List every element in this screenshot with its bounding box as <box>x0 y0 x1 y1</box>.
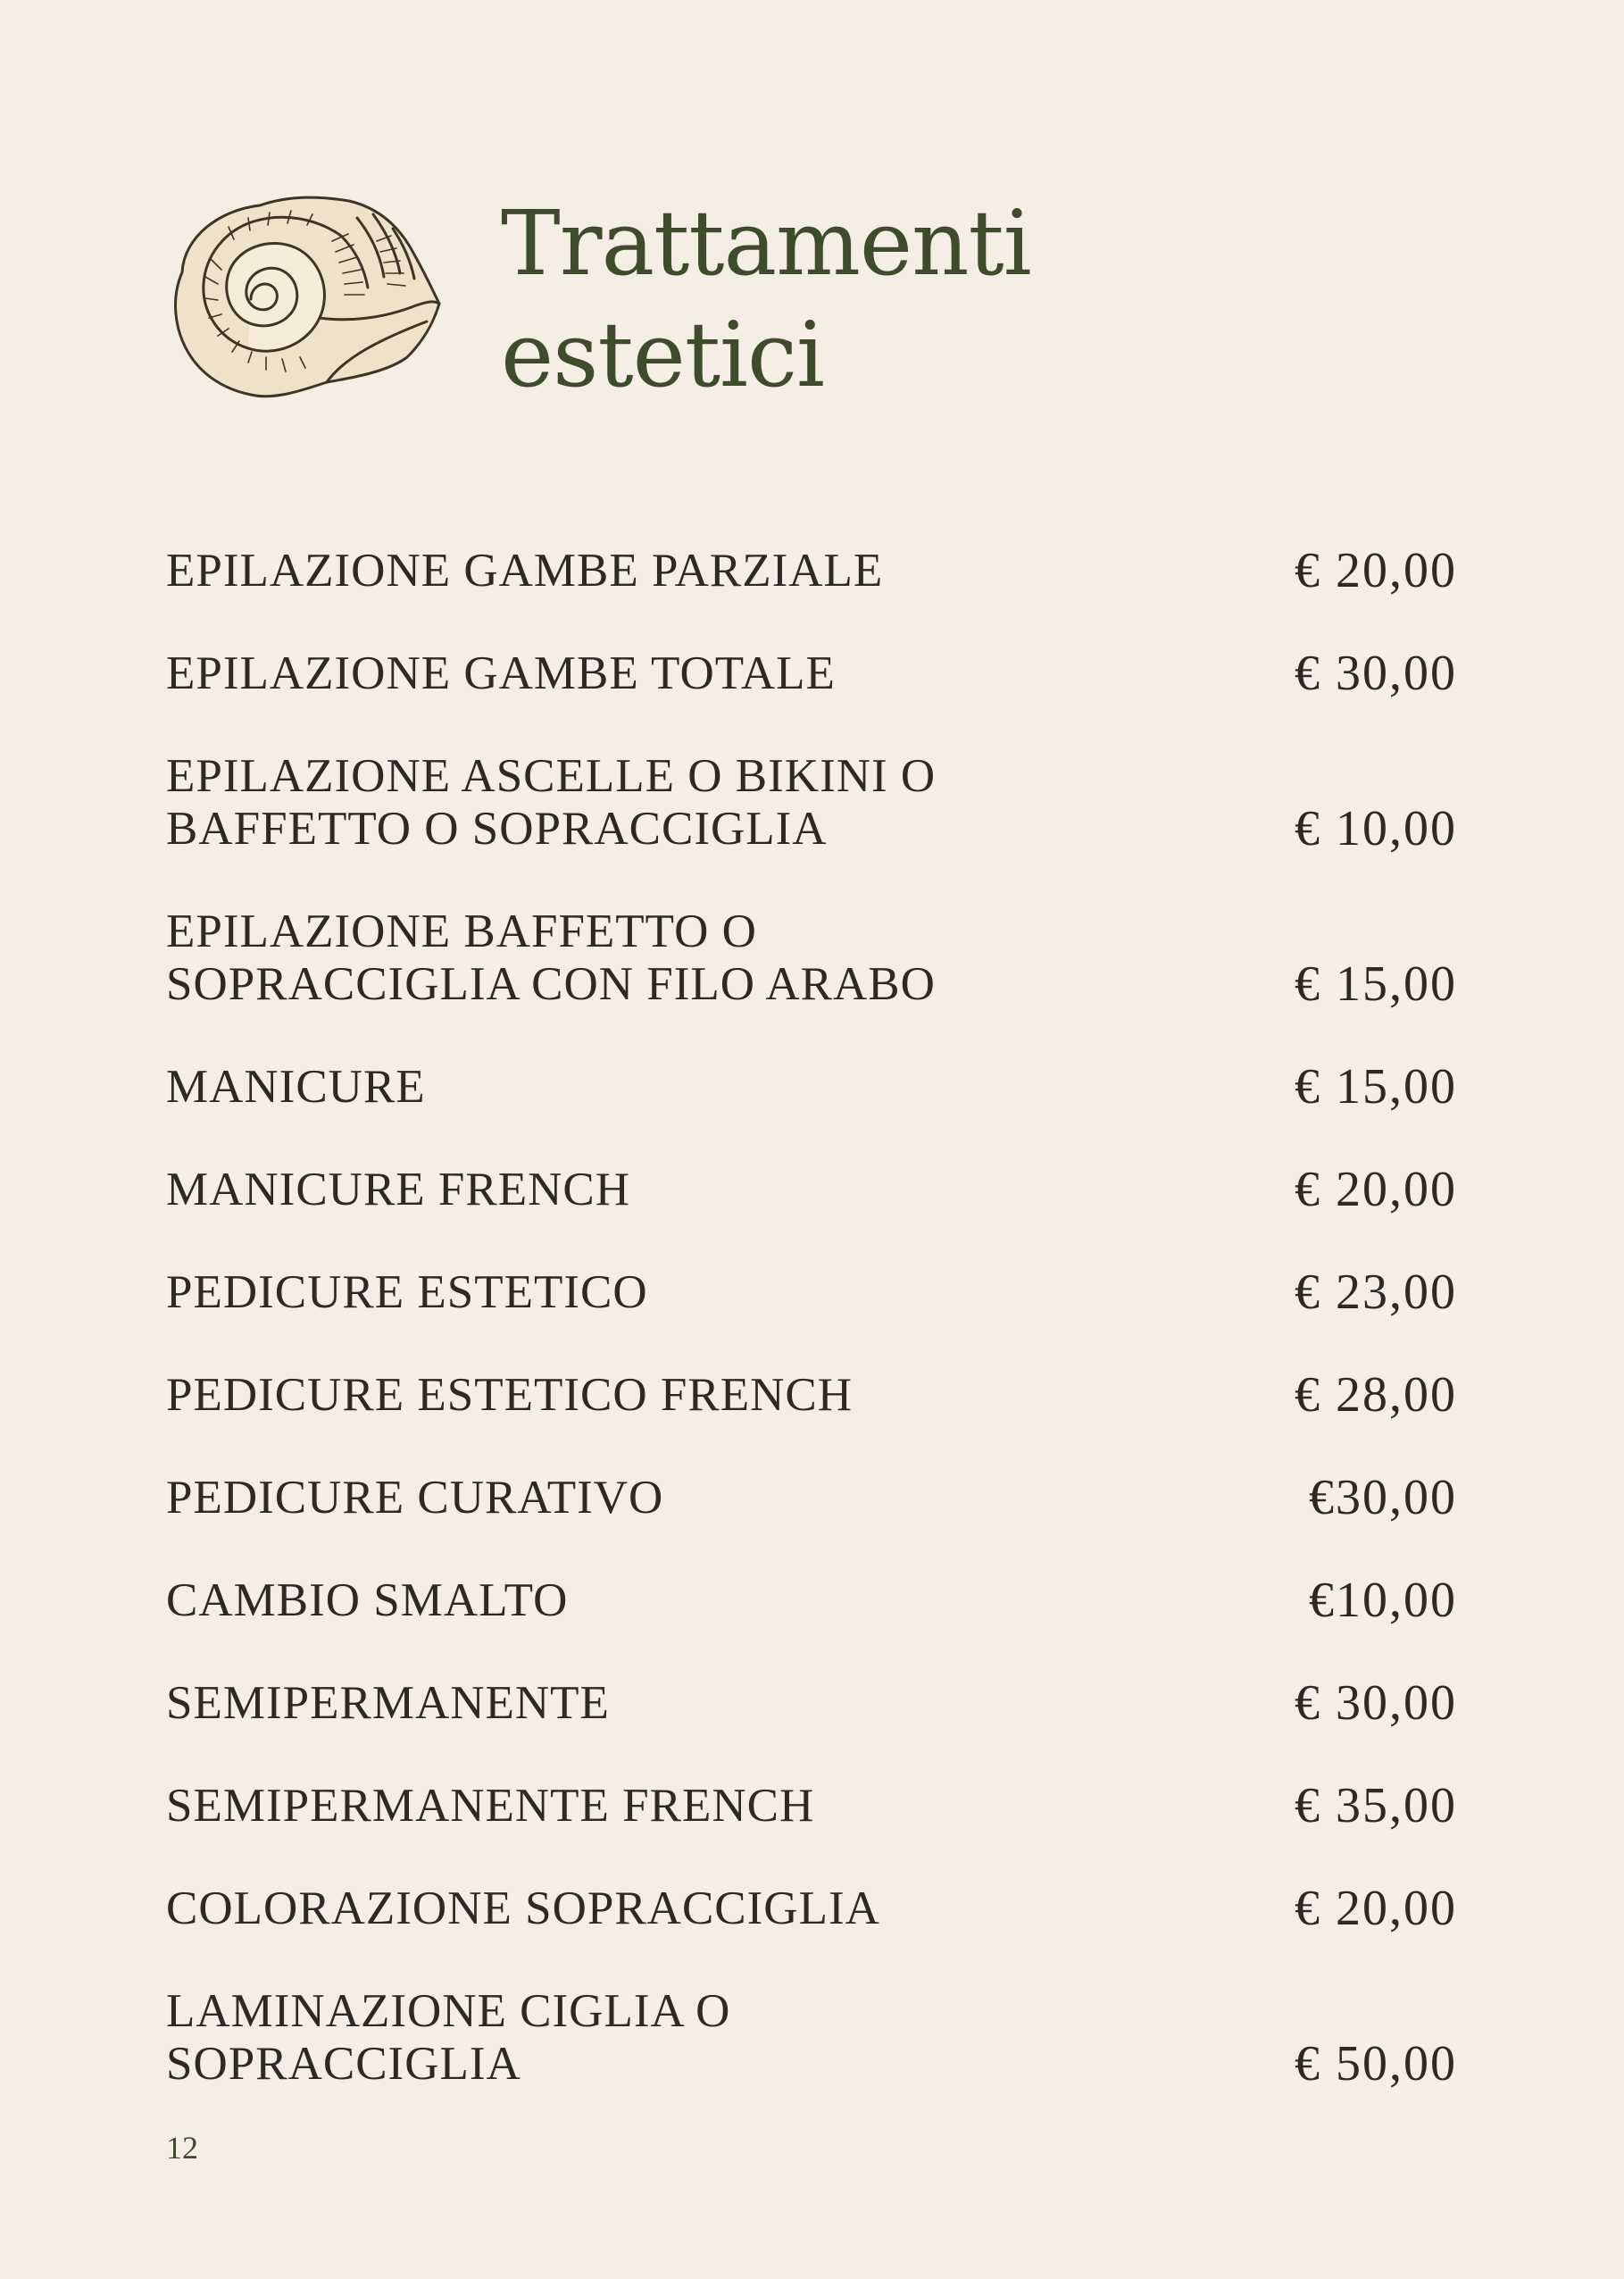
list-item <box>166 1061 1457 1114</box>
list-item <box>166 1882 1457 1935</box>
treatment-name: EPILAZIONE GAMBE TOTALE <box>166 647 836 699</box>
treatment-name: MANICURE FRENCH <box>166 1164 631 1215</box>
page-title <box>501 188 1031 411</box>
treatment-price: € 20,00 <box>1295 1881 1457 1936</box>
treatment-name: LAMINAZIONE CIGLIA O SOPRACCIGLIA <box>166 1985 731 2090</box>
list-item <box>166 1472 1457 1524</box>
list-item <box>166 906 1457 1011</box>
treatment-price: € 15,00 <box>1295 956 1457 1012</box>
treatment-price: € 10,00 <box>1295 801 1457 856</box>
treatment-name: EPILAZIONE GAMBE PARZIALE <box>166 545 884 597</box>
treatment-price: € 35,00 <box>1295 1778 1457 1833</box>
page-number: 12 <box>166 2130 198 2166</box>
treatment-name: SEMIPERMANENTE <box>166 1677 610 1729</box>
list-item <box>166 1164 1457 1216</box>
seashell-icon <box>166 188 443 406</box>
title-line-1: Trattamenti <box>501 191 1031 296</box>
list-item <box>166 1369 1457 1422</box>
treatment-price: € 20,00 <box>1295 1162 1457 1217</box>
treatment-name: PEDICURE CURATIVO <box>166 1472 664 1524</box>
treatment-name: CAMBIO SMALTO <box>166 1574 569 1626</box>
treatment-name: COLORAZIONE SOPRACCIGLIA <box>166 1882 880 1934</box>
treatment-name: EPILAZIONE ASCELLE O BIKINI O BAFFETTO O SOPRACCIGLIA <box>166 750 937 855</box>
treatment-price: € 30,00 <box>1295 1675 1457 1731</box>
title-line-2: estetici <box>501 303 825 407</box>
list-item <box>166 647 1457 700</box>
treatment-price: € 15,00 <box>1295 1059 1457 1114</box>
treatment-price: € 23,00 <box>1295 1265 1457 1320</box>
treatment-price: € 28,00 <box>1295 1367 1457 1423</box>
list-item <box>166 1574 1457 1627</box>
list-item <box>166 1266 1457 1319</box>
treatment-price: € 50,00 <box>1295 2036 1457 2091</box>
list-item <box>166 750 1457 856</box>
list-item <box>166 1780 1457 1832</box>
treatment-name: PEDICURE ESTETICO <box>166 1266 648 1318</box>
treatment-price: €10,00 <box>1309 1573 1457 1628</box>
list-item <box>166 1677 1457 1730</box>
list-item <box>166 545 1457 597</box>
treatment-name: SEMIPERMANENTE FRENCH <box>166 1780 815 1832</box>
treatment-name: MANICURE <box>166 1061 426 1113</box>
page-header <box>166 188 1059 411</box>
treatment-price-list <box>166 545 1457 2141</box>
treatment-price: € 30,00 <box>1295 646 1457 701</box>
treatment-price: € 20,00 <box>1295 543 1457 598</box>
treatment-name: PEDICURE ESTETICO FRENCH <box>166 1369 853 1421</box>
treatment-name: EPILAZIONE BAFFETTO O SOPRACCIGLIA CON FILO ARABO <box>166 906 936 1010</box>
treatment-price: €30,00 <box>1309 1470 1457 1525</box>
list-item <box>166 1985 1457 2091</box>
